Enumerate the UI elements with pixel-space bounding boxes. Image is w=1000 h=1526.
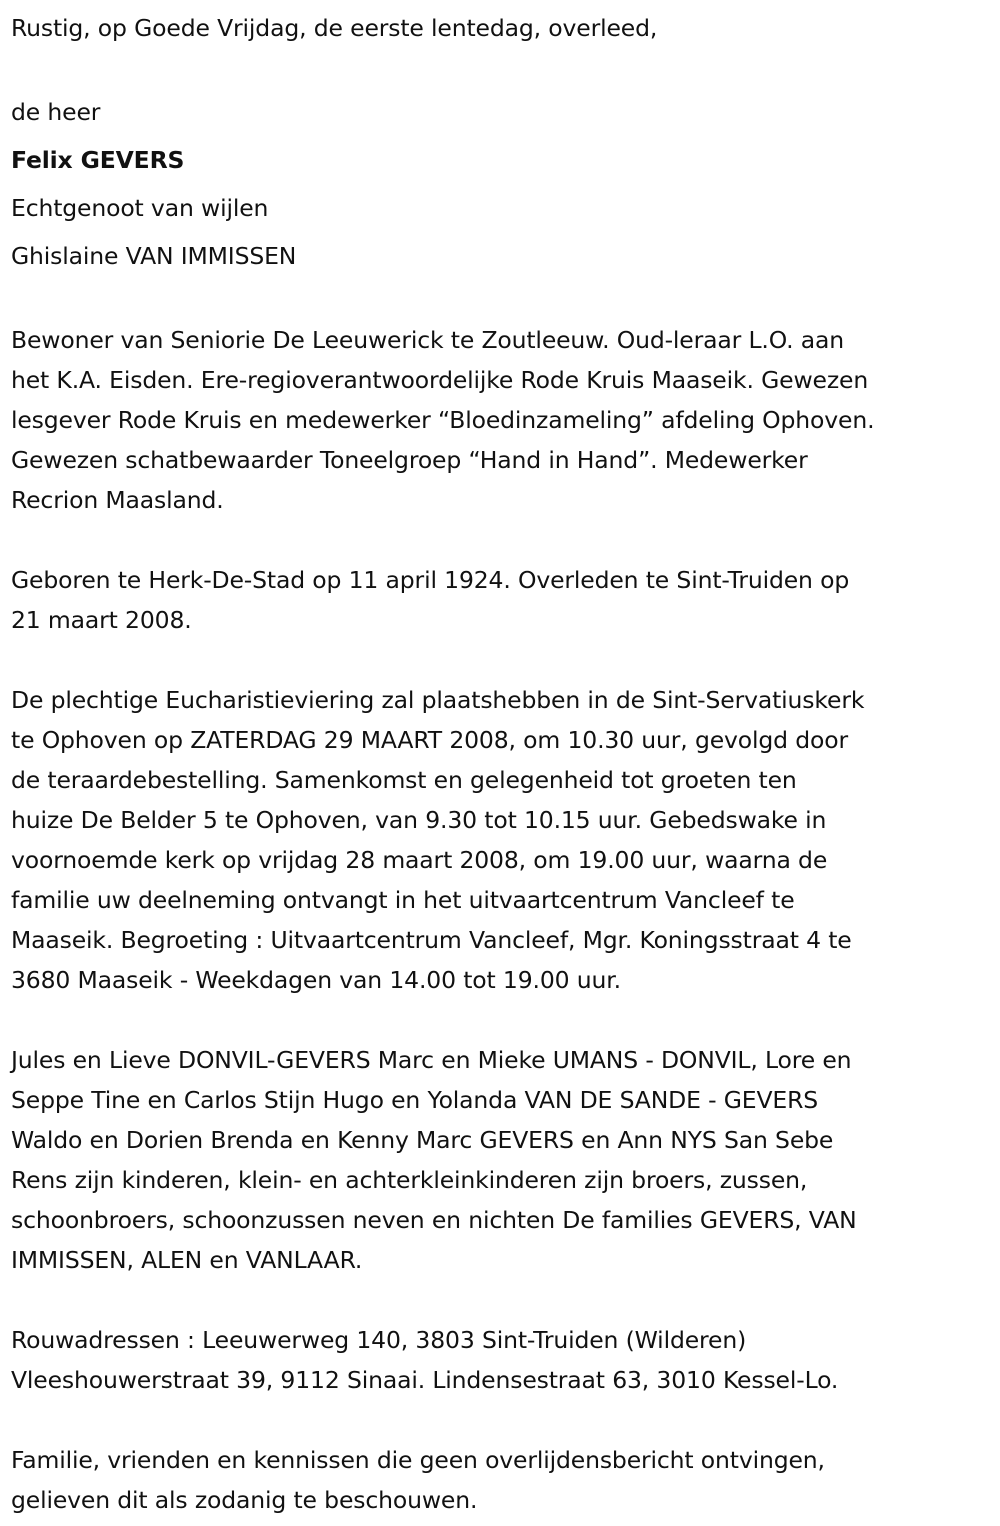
- family-line: Waldo en Dorien Brenda en Kenny Marc GEVERS en Ann NYS San Sebe: [11, 1126, 834, 1154]
- spacer: [11, 520, 990, 560]
- closing-line: Familie, vrienden en kennissen die geen overlijdensbericht ontvingen,: [11, 1446, 825, 1474]
- family-line: Seppe Tine en Carlos Stijn Hugo en Yolanda VAN DE SANDE - GEVERS: [11, 1086, 819, 1114]
- spacer: [11, 280, 990, 320]
- closing-line: gelieven dit als zodanig te beschouwen.: [11, 1486, 478, 1514]
- ceremony-line: huize De Belder 5 te Ophoven, van 9.30 tot 10.15 uur. Gebedswake in: [11, 806, 827, 834]
- ceremony-paragraph: [11, 680, 990, 1000]
- biography-paragraph: [11, 320, 990, 520]
- family-line: Jules en Lieve DONVIL-GEVERS Marc en Mieke UMANS - DONVIL, Lore en: [11, 1046, 852, 1074]
- ceremony-line: te Ophoven op ZATERDAG 29 MAART 2008, om 10.30 uur, gevolgd door: [11, 726, 848, 754]
- ceremony-line: 3680 Maaseik - Weekdagen van 14.00 tot 19.00 uur.: [11, 966, 621, 994]
- salutation: de heer: [11, 98, 101, 126]
- spacer: [11, 1400, 990, 1440]
- ceremony-line: familie uw deelneming ontvangt in het uitvaartcentrum Vancleef te: [11, 886, 795, 914]
- deceased-name: Felix GEVERS: [11, 146, 185, 174]
- biography-line: Bewoner van Seniorie De Leeuwerick te Zoutleeuw. Oud-leraar L.O. aan: [11, 326, 844, 354]
- birth-death-paragraph: [11, 560, 990, 640]
- biography-line: het K.A. Eisden. Ere-regioverantwoordelijke Rode Kruis Maaseik. Gewezen: [11, 366, 869, 394]
- spacer: [11, 640, 990, 680]
- intro-line: Rustig, op Goede Vrijdag, de eerste lentedag, overleed,: [11, 14, 658, 42]
- biography-line: Gewezen schatbewaarder Toneelgroep “Hand in Hand”. Medewerker: [11, 446, 808, 474]
- ceremony-line: De plechtige Eucharistieviering zal plaatshebben in de Sint-Servatiuskerk: [11, 686, 865, 714]
- family-paragraph: [11, 1040, 990, 1280]
- spacer: [11, 1000, 990, 1040]
- spouse-label: Echtgenoot van wijlen: [11, 194, 269, 222]
- spacer: [11, 48, 990, 88]
- biography-line: Recrion Maasland.: [11, 486, 224, 514]
- address-line: Rouwadressen : Leeuwerweg 140, 3803 Sint-Truiden (Wilderen): [11, 1326, 747, 1354]
- birth-death-line: 21 maart 2008.: [11, 606, 192, 634]
- spouse-name: Ghislaine VAN IMMISSEN: [11, 242, 297, 270]
- family-line: Rens zijn kinderen, klein- en achterkleinkinderen zijn broers, zussen,: [11, 1166, 808, 1194]
- biography-line: lesgever Rode Kruis en medewerker “Bloedinzameling” afdeling Ophoven.: [11, 406, 875, 434]
- ceremony-line: Maaseik. Begroeting : Uitvaartcentrum Vancleef, Mgr. Koningsstraat 4 te: [11, 926, 852, 954]
- addresses-paragraph: [11, 1320, 990, 1400]
- closing-paragraph: [11, 1440, 990, 1520]
- ceremony-line: de teraardebestelling. Samenkomst en gelegenheid tot groeten ten: [11, 766, 797, 794]
- birth-death-line: Geboren te Herk-De-Stad op 11 april 1924. Overleden te Sint-Truiden op: [11, 566, 850, 594]
- family-line: IMMISSEN, ALEN en VANLAAR.: [11, 1246, 363, 1274]
- address-line: Vleeshouwerstraat 39, 9112 Sinaai. Lindensestraat 63, 3010 Kessel-Lo.: [11, 1366, 839, 1394]
- spacer: [11, 1280, 990, 1320]
- family-line: schoonbroers, schoonzussen neven en nichten De families GEVERS, VAN: [11, 1206, 857, 1234]
- ceremony-line: voornoemde kerk op vrijdag 28 maart 2008, om 19.00 uur, waarna de: [11, 846, 828, 874]
